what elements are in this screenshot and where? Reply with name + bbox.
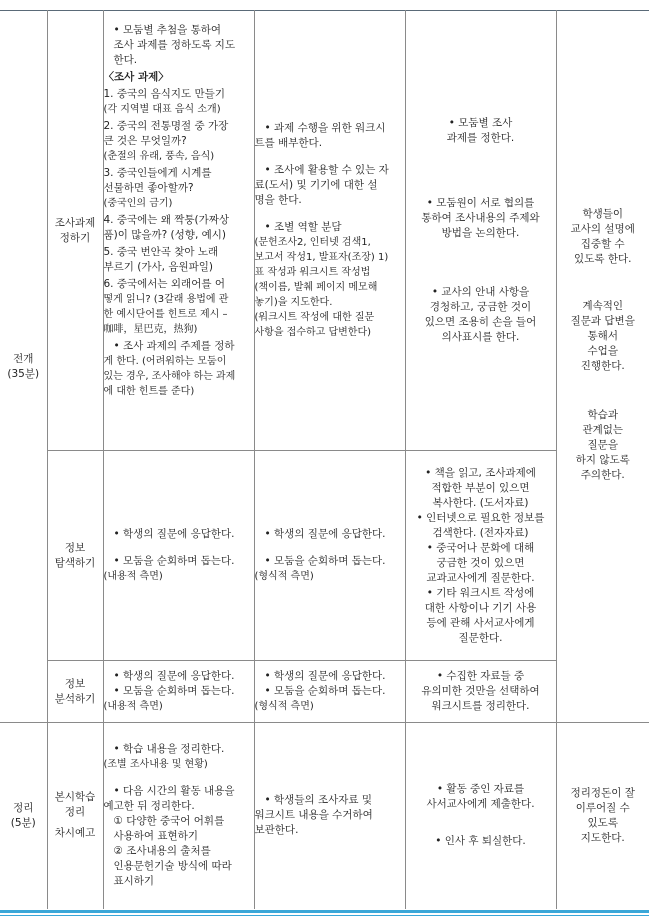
activity-info-analysis: 정보 분석하기 — [47, 661, 103, 723]
stage-time: (35분) — [7, 367, 40, 380]
teacher-activity-wrapup: • 학습 내용을 정리한다. (조별 조사내용 및 현황) • 다음 시간의 활동 내용을 예고한 뒤 정리한다. ① 다양한 중국어 어휘를 사용하여 표현하기 ② 조사내용의 출처를 인용문헌기술 방식에 따라 표시하기 — [103, 723, 254, 909]
librarian-activity-info-analysis: • 학생의 질문에 응답한다. • 모둠을 순회하며 돕는다. (형식적 측면) — [254, 661, 405, 723]
librarian-activity-task-selection: • 과제 수행을 위한 워크시 트를 배부한다. • 조사에 활용할 수 있는 자 료(도서) 및 기기에 대한 설 명을 한다. • 조별 역할 분담 (문헌조사2, 인터넷 검색1, 보고서 작성1, 발표자(조장) 1) 표 작성과 워크시트 작성법 (책이름, 발췌 페이지 메모해 놓기)을 지도한다. (워크시트 작성에 대한 질문 사항을 접수하고 답변한다) — [254, 11, 405, 451]
stage-name: 전개 — [13, 352, 34, 365]
teacher-activity-task-selection: • 모둠별 추첨을 통하여 조사 과제를 정하도록 지도 한다. 〈조사 과제〉 1. 중국의 음식지도 만들기 (각 지역별 대표 음식 소개) 2. 중국의 전통명절 중 가장 큰 것은 무엇일까? (춘절의 유래, 풍속, 음식) 3. 중국인들에게 시계를 선물하면 좋아할까? (중국인의 금기) 4. 중국에는 왜 짝퉁(가짜상 품)이 많을까? (성향, 예시) 5. 중국 번안곡 찾아 노래 부르기 (가사, 음원파일) 6. 중국에서는 외래어를 어 떻게 읽니? (3갈래 용법에 관 한 예시단어를 힌트로 제시 – 咖啡，星巴克，热狗) • 조사 과제의 주제를 정하 게 한다. (어려워하는 모둠이 있는 경우, 조사해야 하는 과제 에 대한 힌트를 준다) — [103, 11, 254, 451]
notes-development: 학생들이 교사의 설명에 집중할 수 있도록 한다. 계속적인 질문과 답변을 통해서 수업을 진행한다. 학습과 관계없는 질문을 하지 않도록 주의한다. — [556, 11, 649, 723]
activity-info-search: 정보 탐색하기 — [47, 451, 103, 661]
stage-time: (5분) — [10, 816, 36, 829]
student-activity-wrapup: • 활동 중인 자료를 사서교사에게 제출한다. • 인사 후 퇴실한다. — [405, 723, 556, 909]
activity-task-selection: 조사과제 정하기 — [47, 11, 103, 451]
librarian-activity-wrapup: • 학생들의 조사자료 및 워크시트 내용을 수거하여 보관한다. — [254, 723, 405, 909]
task-list-heading: 〈조사 과제〉 — [103, 71, 169, 83]
notes-wrapup: 정리정돈이 잘 이루어질 수 있도록 지도한다. — [556, 723, 649, 909]
row-info-search — [0, 451, 649, 661]
activity-wrapup: 본시학습 정리 차시예고 — [47, 723, 103, 909]
row-wrapup — [0, 723, 649, 909]
student-activity-info-search: • 책을 읽고, 조사과제에 적합한 부분이 있으면 복사한다. (도서자료) • 인터넷으로 필요한 정보를 검색한다. (전자자료) • 중국어나 문화에 대해 궁금한 것이 있으면 교과교사에게 질문한다. • 기타 워크시트 작성에 대한 사항이나 기기 사용 등에 관해 사서교사에게 질문한다. — [405, 451, 556, 661]
student-activity-info-analysis: • 수집한 자료들 중 유의미한 것만을 선택하여 워크시트를 정리한다. — [405, 661, 556, 723]
stage-name: 정리 — [13, 801, 34, 814]
lesson-plan-table — [0, 10, 649, 909]
librarian-activity-info-search: • 학생의 질문에 응답한다. • 모둠을 순회하며 돕는다. (형식적 측면) — [254, 451, 405, 661]
teacher-activity-info-analysis: • 학생의 질문에 응답한다. • 모둠을 순회하며 돕는다. (내용적 측면) — [103, 661, 254, 723]
student-activity-task-selection: • 모둠별 조사 과제를 정한다. • 모둠원이 서로 협의를 통하여 조사내용의 주제와 방법을 논의한다. • 교사의 안내 사항을 경청하고, 궁금한 것이 있으면 조용히 손을 들어 의사표시를 한다. — [405, 11, 556, 451]
bottom-thin-rule — [0, 915, 649, 916]
bottom-accent-rule — [0, 910, 649, 913]
teacher-activity-info-search: • 학생의 질문에 응답한다. • 모둠을 순회하며 돕는다. (내용적 측면) — [103, 451, 254, 661]
stage-wrapup — [0, 723, 47, 909]
stage-development — [0, 11, 47, 723]
row-info-analysis — [0, 661, 649, 723]
row-task-selection — [0, 11, 649, 451]
